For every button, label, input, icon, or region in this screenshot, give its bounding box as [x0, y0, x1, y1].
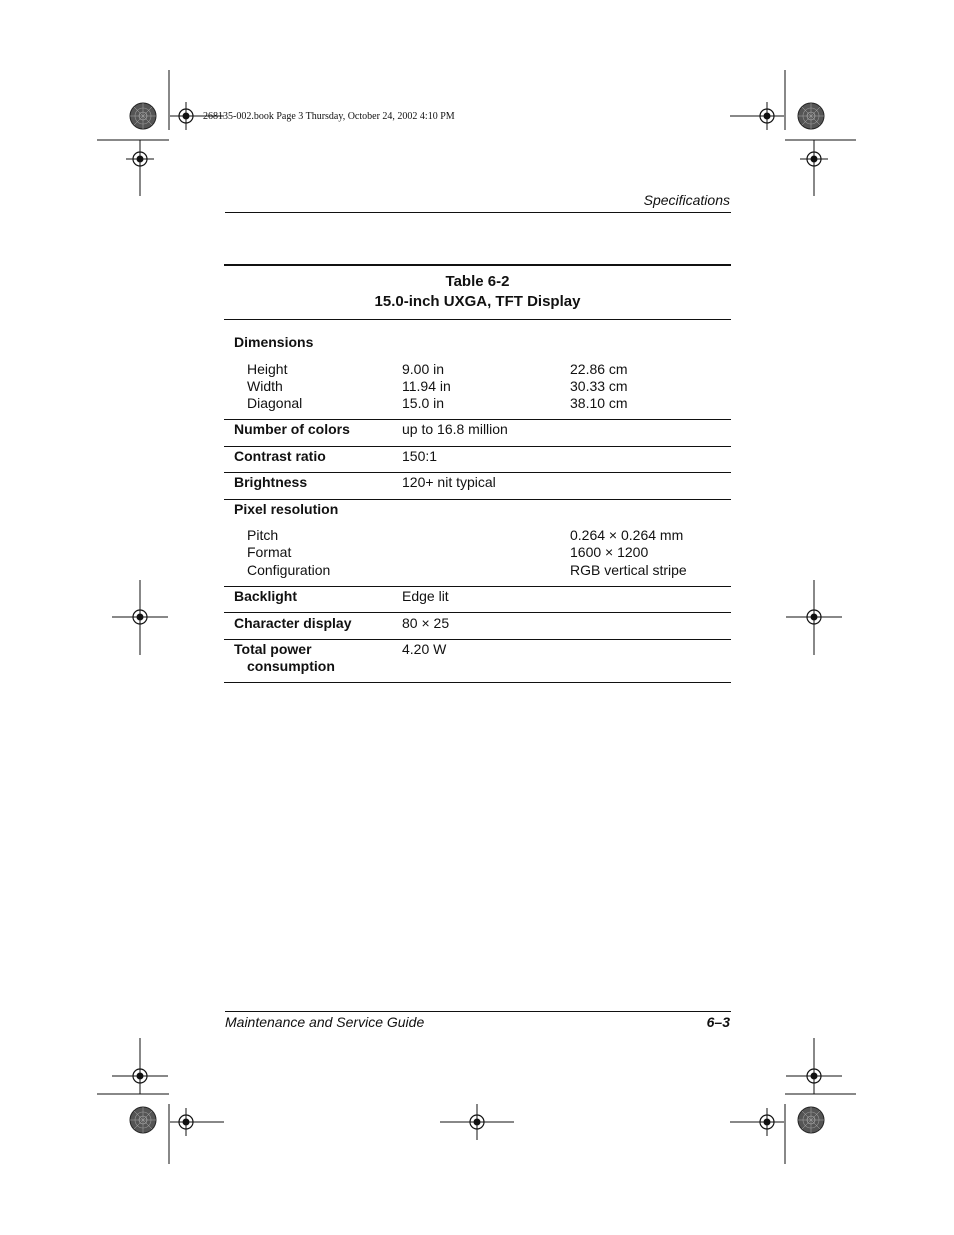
- table-number: Table 6-2: [445, 273, 510, 290]
- pixel-name: Configuration: [247, 562, 331, 578]
- running-head: Specifications: [643, 192, 730, 208]
- table-title: 15.0-inch UXGA, TFT Display: [374, 293, 581, 310]
- power-label-line1: Total power: [234, 641, 312, 657]
- brightness-label: Brightness: [234, 474, 308, 490]
- row-divider: [224, 499, 731, 500]
- character-label: Character display: [234, 615, 352, 631]
- row-divider: [224, 612, 731, 613]
- pixel-label: Pixel resolution: [234, 501, 339, 517]
- header-rule: [225, 212, 731, 213]
- table-bottom-rule: [224, 682, 731, 683]
- character-value: 80 × 25: [402, 615, 450, 631]
- contrast-label: Contrast ratio: [234, 448, 326, 464]
- row-divider: [224, 639, 731, 640]
- pixel-value: 1600 × 1200: [570, 544, 649, 560]
- power-value: 4.20 W: [402, 641, 447, 657]
- row-divider: [224, 419, 731, 420]
- pixel-value: 0.264 × 0.264 mm: [570, 527, 684, 543]
- power-label-line2: consumption: [247, 658, 335, 674]
- print-slug: 268135-002.book Page 3 Thursday, October 24, 2002 4:10 PM: [203, 111, 455, 122]
- brightness-value: 120+ nit typical: [402, 474, 496, 490]
- dimension-name: Diagonal: [247, 395, 303, 411]
- table-caption: [224, 272, 731, 312]
- pixel-value: RGB vertical stripe: [570, 562, 687, 578]
- footer-rule: [225, 1011, 731, 1012]
- dimensions-label: Dimensions: [234, 334, 314, 350]
- colors-value: up to 16.8 million: [402, 421, 508, 437]
- page-number: 6–3: [706, 1014, 730, 1030]
- table-top-rule: [224, 264, 731, 266]
- dimension-imperial: 9.00 in: [402, 361, 445, 377]
- table-header-rule: [224, 319, 731, 320]
- contrast-value: 150:1: [402, 448, 438, 464]
- row-divider: [224, 446, 731, 447]
- colors-label: Number of colors: [234, 421, 350, 437]
- dimension-name: Height: [247, 361, 288, 377]
- backlight-value: Edge lit: [402, 588, 449, 604]
- dimension-name: Width: [247, 378, 283, 394]
- row-divider: [224, 586, 731, 587]
- backlight-label: Backlight: [234, 588, 298, 604]
- dimension-imperial: 15.0 in: [402, 395, 445, 411]
- footer-title: Maintenance and Service Guide: [225, 1014, 425, 1030]
- pixel-name: Format: [247, 544, 292, 560]
- dimension-metric: 38.10 cm: [570, 395, 628, 411]
- dimension-imperial: 11.94 in: [402, 378, 451, 394]
- dimension-metric: 22.86 cm: [570, 361, 628, 377]
- row-divider: [224, 472, 731, 473]
- dimension-metric: 30.33 cm: [570, 378, 628, 394]
- pixel-name: Pitch: [247, 527, 279, 543]
